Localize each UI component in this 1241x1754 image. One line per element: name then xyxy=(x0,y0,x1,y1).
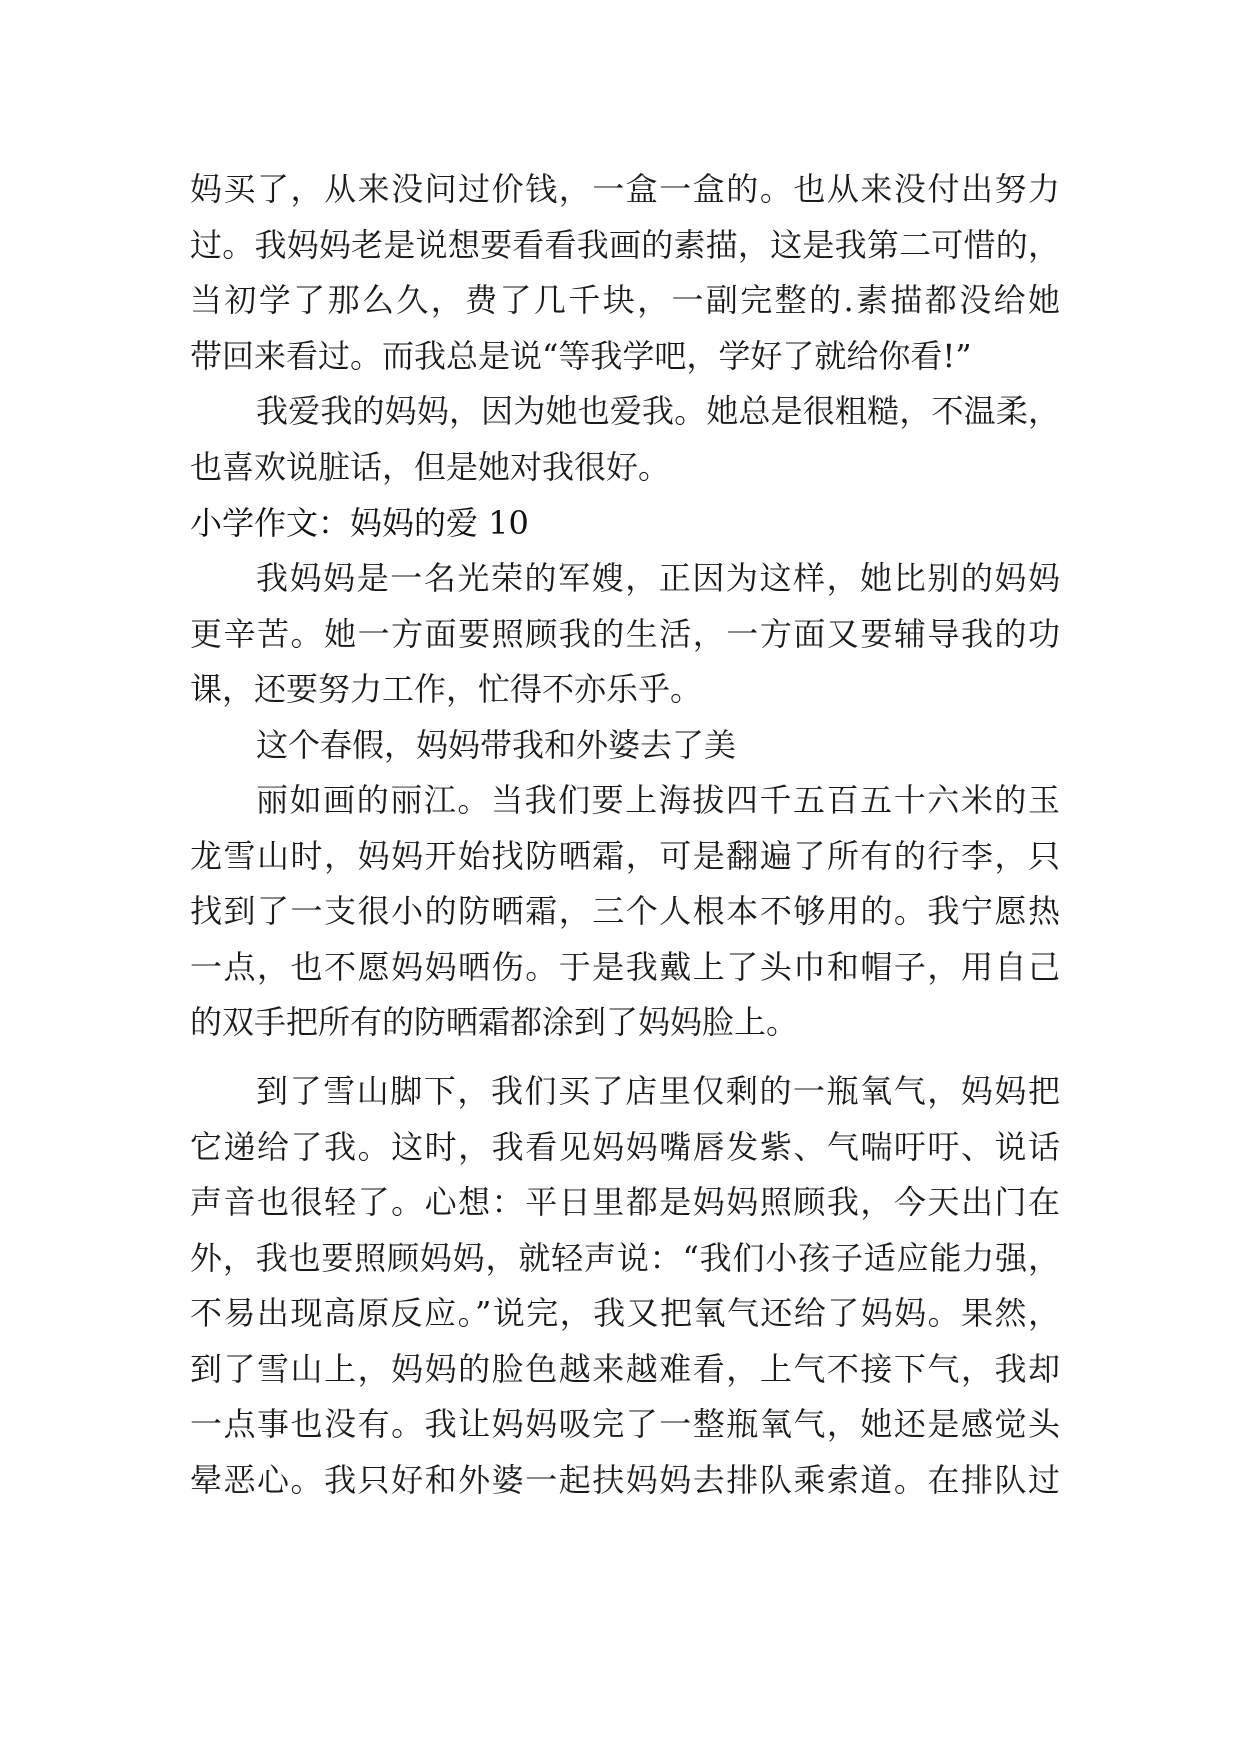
text-line: 到了雪山上，妈妈的脸色越来越难看，上气不接下气，我却 xyxy=(190,1350,1060,1388)
text-line: 龙雪山时，妈妈开始找防晒霜，可是翻遍了所有的行李，只 xyxy=(190,837,1060,875)
text-line: 更辛苦。她一方面要照顾我的生活，一方面又要辅导我的功 xyxy=(190,615,1060,653)
text-line: 的双手把所有的防晒霜都涂到了妈妈脸上。 xyxy=(190,1003,799,1041)
text-line: 晕恶心。我只好和外婆一起扶妈妈去排队乘索道。在排队过 xyxy=(190,1461,1060,1499)
section-heading: 小学作文：妈妈的爱 10 xyxy=(190,504,529,542)
text-line: 到了雪山脚下，我们买了店里仅剩的一瓶氧气，妈妈把 xyxy=(256,1072,1060,1110)
text-line: 一点事也没有。我让妈妈吸完了一整瓶氧气，她还是感觉头 xyxy=(190,1405,1060,1443)
text-line: 丽如画的丽江。当我们要上海拔四千五百五十六米的玉 xyxy=(256,781,1060,819)
text-line: 我爱我的妈妈，因为她也爱我。她总是很粗糙，不温柔， xyxy=(256,392,1060,430)
text-line: 它递给了我。这时，我看见妈妈嘴唇发紫、气喘吁吁、说话 xyxy=(190,1128,1060,1166)
text-line: 带回来看过。而我总是说“等我学吧，学好了就给你看!” xyxy=(190,337,972,375)
text-line: 课，还要努力工作，忙得不亦乐乎。 xyxy=(190,670,703,708)
text-line: 这个春假，妈妈带我和外婆去了美 xyxy=(256,726,737,764)
text-line: 当初学了那么久，费了几千块，一副完整的.素描都没给她 xyxy=(190,281,1060,319)
text-line: 不易出现高原反应。”说完，我又把氧气还给了妈妈。果然， xyxy=(190,1294,1060,1332)
text-line: 声音也很轻了。心想：平日里都是妈妈照顾我，今天出门在 xyxy=(190,1183,1060,1221)
text-line: 找到了一支很小的防晒霜，三个人根本不够用的。我宁愿热 xyxy=(190,892,1060,930)
text-line: 一点，也不愿妈妈晒伤。于是我戴上了头巾和帽子，用自己 xyxy=(190,948,1060,986)
text-line: 也喜欢说脏话，但是她对我很好。 xyxy=(190,448,671,486)
text-line: 外，我也要照顾妈妈，就轻声说：“我们小孩子适应能力强， xyxy=(190,1239,1060,1277)
text-line: 过。我妈妈老是说想要看看我画的素描，这是我第二可惜的， xyxy=(190,226,1060,264)
text-line: 妈买了，从来没问过价钱，一盒一盒的。也从来没付出努力 xyxy=(190,170,1060,208)
text-line: 我妈妈是一名光荣的军嫂，正因为这样，她比别的妈妈 xyxy=(256,559,1060,597)
